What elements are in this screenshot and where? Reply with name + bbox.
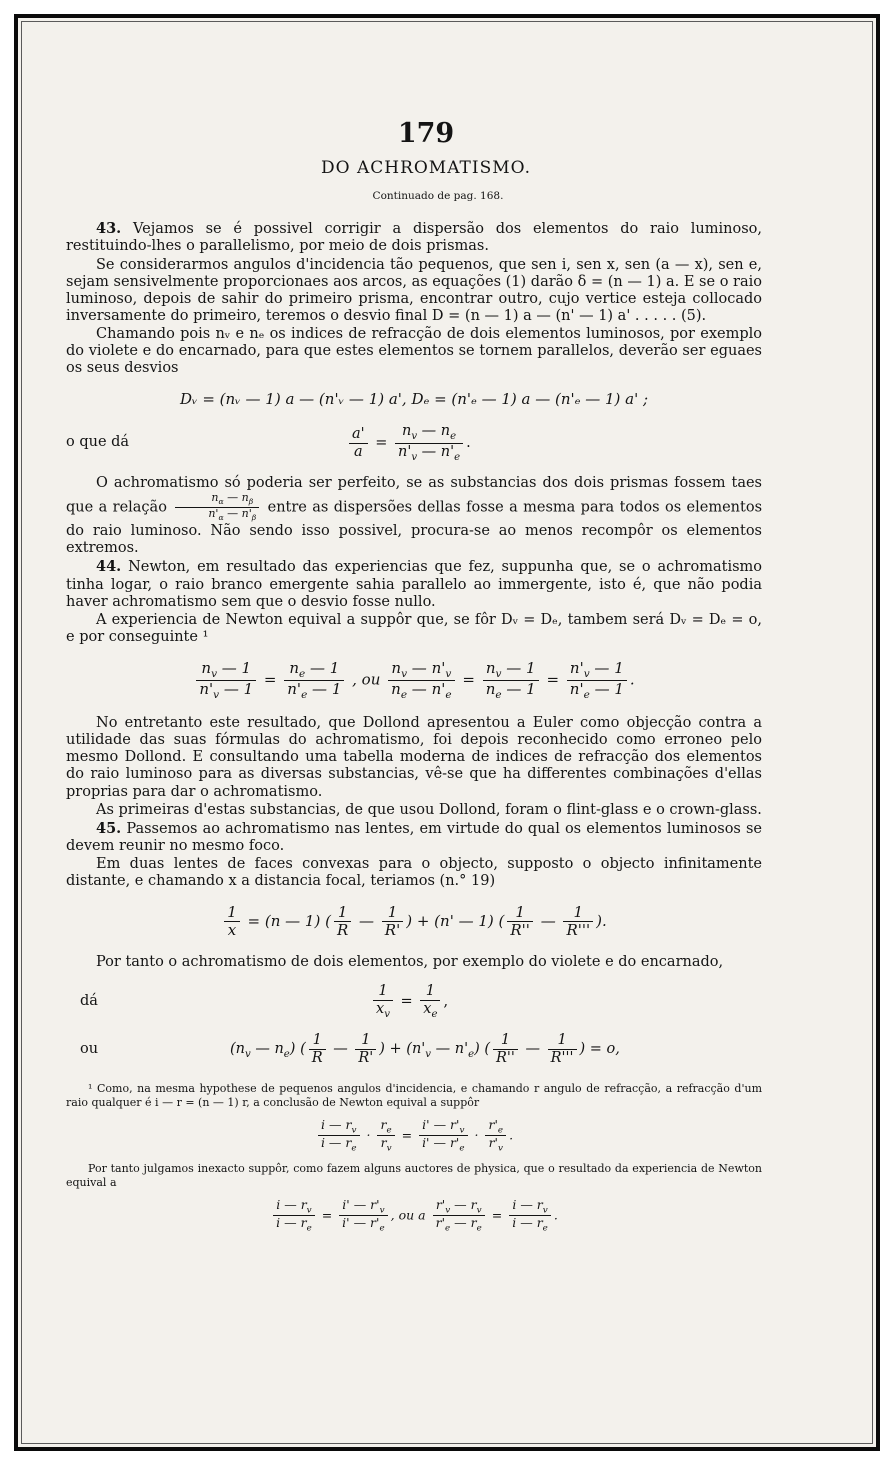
- equation-newton: $\frac{n_v — 1}{n'_v — 1}$ = $\frac{n_e — 1}{n'_e — 1}$ , ou $\frac{n_v — n'_v}{n_e — n'_e}$ = $\frac{n_v — 1}{n_e — 1}$ = $\frac{n'_v — 1}{n'_e — 1}$ .: [66, 660, 762, 701]
- paragraph-43b: Se considerarmos angulos d'incidencia tão pequenos, que sen i, sen x, sen (a — x), sen e, sejam sensivelmente proporcionaes aos arcos, as equações (1) darão δ = (n — 1) a. E se o raio luminoso, depois de sahir do primeiro prisma, encontrar outro, cujo vertice esteja collocado inversamente do primeiro, teremos o desvio final D = (n — 1) a — (n' — 1) a' . . . . . (5).: [66, 256, 762, 324]
- continuation-note: Continuado de pag. 168.: [372, 189, 504, 202]
- footnote-equation-1: $\frac{i — r_v}{i — r_e}$ · $\frac{r_e}{r_v}$ = $\frac{i' — r'_v}{i' — r'_e}$ · $\frac{r'_e}{r'_v}$ .: [66, 1118, 762, 1154]
- paragraph-43: 43. Vejamos se é possivel corrigir a dispersão dos elementos do raio luminoso, restituindo-lhes o parallelismo, por meio de dois prismas.: [66, 220, 762, 255]
- paragraph-44b: A experiencia de Newton equival a suppôr que, se fôr Dᵥ = Dₑ, tambem será Dᵥ = Dₑ = o, e por conseguinte ¹: [66, 611, 762, 645]
- da-label: dá: [80, 992, 98, 1009]
- paragraph-45b: Em duas lentes de faces convexas para o objecto, supposto o objecto infinitamente distante, e chamando x a distancia focal, teriamos (n.° 19): [66, 856, 762, 890]
- page-number: 179: [397, 118, 455, 149]
- paragraph-dollond: No entretanto este resultado, que Dollond apresentou a Euler como objecção contra a utilidade das suas fórmulas do achromatismo, foi depois reconhecido como erroneo pelo mesmo Dollond. E consultando uma tabella moderna de indices de refracção dos elementos do raio luminoso para as diversas substancias, vê-se que ha differentes combinações d'ellas proprias para dar o achromatismo.: [66, 715, 762, 800]
- equation-deviations: Dᵥ = (nᵥ — 1) a — (n'ᵥ — 1) a', Dₑ = (n'ₑ — 1) a — (n'ₑ — 1) a' ;: [179, 390, 649, 409]
- paragraph-flint: As primeiras d'estas substancias, de que usou Dollond, foram o flint-glass e o crown-glass.: [96, 801, 762, 818]
- paragraph-achromatism: O achromatismo só poderia ser perfeito, se as substancias dos dois prismas fossem taes que a relação $\frac{n_\alpha — n_\beta}{n'_\alpha — n'_\beta}$ entre as dispersões dellas fosse a mesma para todos os elementos do raio luminoso. Não sendo isso possivel, procura-se ao menos recompôr os elementos extremos.: [66, 475, 763, 557]
- oqueda-label: o que dá: [66, 434, 130, 451]
- equation-final-row: [66, 1032, 762, 1066]
- page-content: [66, 100, 762, 1242]
- equation-final: ($n_v$ — $n_e$) ( $\frac{1}{R}$ — $\frac{1}{R'}$ ) + ($n'_v$ — $n'_e$) ( $\frac{1}{R''}$ — $\frac{1}{R'''}$ ) = o,: [230, 1032, 620, 1066]
- paragraph-portanto: Por tanto o achromatismo de dois elementos, por exemplo do violete e do encarnado,: [96, 953, 724, 970]
- paragraph-number: 43.: [96, 220, 122, 238]
- paragraph-43c: Chamando pois nᵥ e nₑ os indices de refracção de dois elementos luminosos, por exemplo do violete e do encarnado, para que estes elementos se tornem parallelos, deverão ser eguaes os seus desvios: [66, 325, 762, 377]
- relation-fraction: $\frac{n_\alpha — n_\beta}{n'_\alpha — n'_\beta}$: [175, 492, 259, 523]
- footnote-equation-2: $\frac{i — r_v}{i — r_e}$ = $\frac{i' — r'_v}{i' — r'_e}$ , ou a $\frac{r'_v — r_v}{r'_e — r_e}$ = $\frac{i — r_v}{i — r_e}$ .: [66, 1198, 762, 1234]
- section-title: DO ACHROMATISMO.: [320, 157, 532, 178]
- equation-ratio-row: [66, 423, 762, 463]
- equation-focal-row: [66, 983, 762, 1020]
- footnote-text-1: ¹ Como, na mesma hypothese de pequenos angulos d'incidencia, e chamando r angulo de refracção, a refracção d'um raio qualquer é i — r = (n — 1) r, a conclusão de Newton equival a suppôr: [66, 1082, 762, 1110]
- paragraph-44: 44. Newton, em resultado das experiencias que fez, suppunha que, se o achromatismo tinha logar, o raio branco emergente sahia parallelo ao immergente, isto é, que não podia haver achromatismo sem que o desvio fosse nullo.: [66, 558, 763, 610]
- equation-lens: $\frac{1}{x}$ = (n — 1) ( $\frac{1}{R}$ — $\frac{1}{R'}$ ) + (n' — 1) ( $\frac{1}{R''}$ — $\frac{1}{R'''}$ ).: [66, 904, 762, 940]
- equation-focal: $\frac{1}{x_v}$ = $\frac{1}{x_e}$ ,: [370, 983, 448, 1020]
- footnote-text-2: Por tanto julgamos inexacto suppôr, como fazem alguns auctores de physica, que o resultado da experiencia de Newton equival a: [66, 1162, 762, 1189]
- ou-label: ou: [80, 1040, 99, 1057]
- equation-ratio: $\frac{a'}{a}$ = $\frac{n_v — n_e}{n'_v — n'_e}$ .: [346, 423, 471, 463]
- paragraph-45: 45. Passemos ao achromatismo nas lentes, em virtude do qual os elementos luminosos se devem reunir no mesmo foco.: [66, 819, 762, 854]
- footnote: [66, 1082, 762, 1233]
